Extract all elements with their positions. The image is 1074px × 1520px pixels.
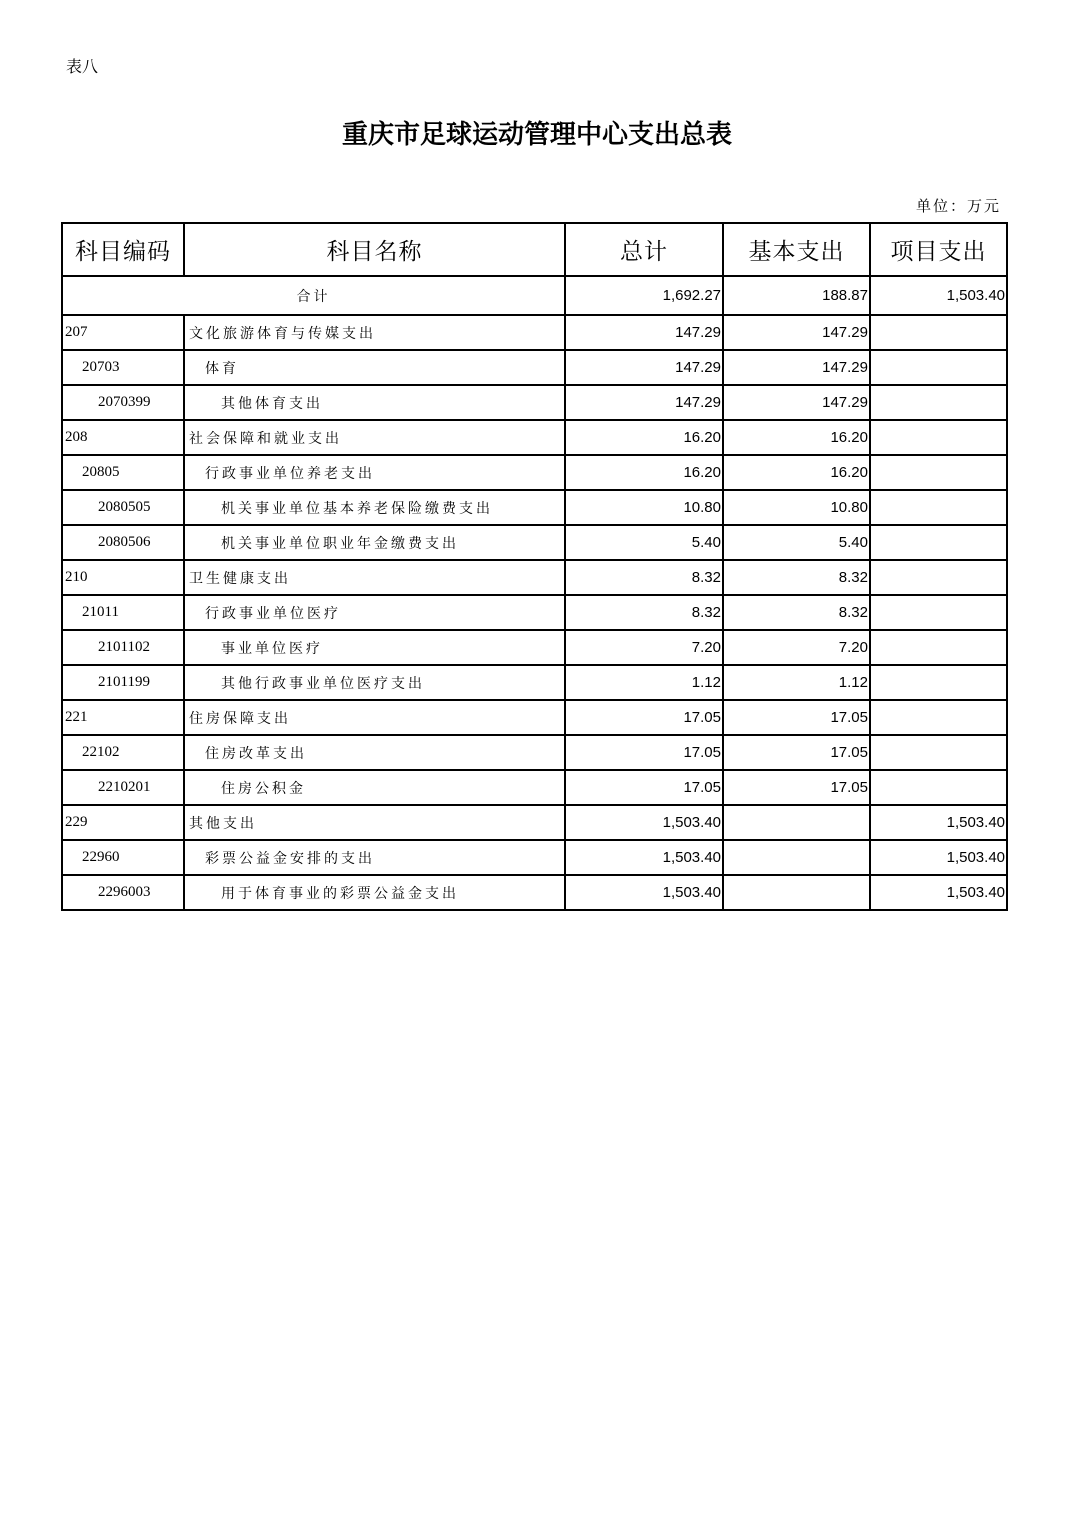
header-basic: 基本支出 xyxy=(723,223,870,276)
header-project: 项目支出 xyxy=(870,223,1007,276)
table-row xyxy=(62,770,1007,805)
table-row xyxy=(62,385,1007,420)
row-name: 卫生健康支出 xyxy=(184,560,565,595)
table-row xyxy=(62,525,1007,560)
table-row xyxy=(62,490,1007,525)
row-name: 文化旅游体育与传媒支出 xyxy=(184,315,565,350)
row-code: 20805 xyxy=(62,455,184,490)
row-name: 社会保障和就业支出 xyxy=(184,420,565,455)
header-name: 科目名称 xyxy=(184,223,565,276)
row-total: 1,503.40 xyxy=(565,805,723,840)
row-code: 22102 xyxy=(62,735,184,770)
row-name: 其他支出 xyxy=(184,805,565,840)
row-total: 10.80 xyxy=(565,490,723,525)
expenditure-table xyxy=(61,222,1008,911)
row-project xyxy=(870,630,1007,665)
row-code: 229 xyxy=(62,805,184,840)
row-total: 8.32 xyxy=(565,560,723,595)
row-project xyxy=(870,420,1007,455)
table-row xyxy=(62,560,1007,595)
table-row xyxy=(62,665,1007,700)
table-row xyxy=(62,595,1007,630)
row-total: 1,503.40 xyxy=(565,875,723,910)
row-code: 2080506 xyxy=(62,525,184,560)
row-total: 147.29 xyxy=(565,385,723,420)
summary-basic: 188.87 xyxy=(723,276,870,315)
table-number-label: 表八 xyxy=(66,57,99,76)
row-project xyxy=(870,595,1007,630)
row-project xyxy=(870,385,1007,420)
row-name: 行政事业单位养老支出 xyxy=(184,455,565,490)
row-project xyxy=(870,665,1007,700)
row-name: 用于体育事业的彩票公益金支出 xyxy=(184,875,565,910)
summary-total: 1,692.27 xyxy=(565,276,723,315)
row-basic: 10.80 xyxy=(723,490,870,525)
row-name: 其他行政事业单位医疗支出 xyxy=(184,665,565,700)
summary-label: 合计 xyxy=(62,276,565,315)
summary-row xyxy=(62,276,1007,315)
row-name: 住房保障支出 xyxy=(184,700,565,735)
summary-project: 1,503.40 xyxy=(870,276,1007,315)
row-code: 2210201 xyxy=(62,770,184,805)
row-total: 147.29 xyxy=(565,350,723,385)
row-basic xyxy=(723,840,870,875)
row-basic xyxy=(723,805,870,840)
row-name: 住房改革支出 xyxy=(184,735,565,770)
row-basic: 8.32 xyxy=(723,595,870,630)
table-row xyxy=(62,735,1007,770)
row-total: 16.20 xyxy=(565,420,723,455)
row-total: 147.29 xyxy=(565,315,723,350)
header-row xyxy=(62,223,1007,276)
row-name: 其他体育支出 xyxy=(184,385,565,420)
row-project xyxy=(870,490,1007,525)
row-total: 1,503.40 xyxy=(565,840,723,875)
row-project xyxy=(870,525,1007,560)
row-code: 210 xyxy=(62,560,184,595)
row-total: 5.40 xyxy=(565,525,723,560)
row-name: 机关事业单位基本养老保险缴费支出 xyxy=(184,490,565,525)
row-project: 1,503.40 xyxy=(870,840,1007,875)
row-basic: 147.29 xyxy=(723,315,870,350)
table-row xyxy=(62,630,1007,665)
table-row xyxy=(62,455,1007,490)
row-basic: 1.12 xyxy=(723,665,870,700)
row-project xyxy=(870,315,1007,350)
table-row xyxy=(62,315,1007,350)
table-row xyxy=(62,840,1007,875)
row-basic: 5.40 xyxy=(723,525,870,560)
row-name: 机关事业单位职业年金缴费支出 xyxy=(184,525,565,560)
row-total: 17.05 xyxy=(565,770,723,805)
row-total: 1.12 xyxy=(565,665,723,700)
row-code: 22960 xyxy=(62,840,184,875)
row-name: 住房公积金 xyxy=(184,770,565,805)
row-total: 16.20 xyxy=(565,455,723,490)
row-project: 1,503.40 xyxy=(870,805,1007,840)
unit-label: 单位：万元 xyxy=(915,197,1001,215)
row-basic: 17.05 xyxy=(723,700,870,735)
row-basic: 147.29 xyxy=(723,385,870,420)
row-basic: 7.20 xyxy=(723,630,870,665)
table-row xyxy=(62,350,1007,385)
table-row xyxy=(62,700,1007,735)
row-name: 事业单位医疗 xyxy=(184,630,565,665)
row-total: 17.05 xyxy=(565,700,723,735)
table-row xyxy=(62,805,1007,840)
row-total: 7.20 xyxy=(565,630,723,665)
row-code: 2070399 xyxy=(62,385,184,420)
row-code: 21011 xyxy=(62,595,184,630)
row-project xyxy=(870,700,1007,735)
row-project xyxy=(870,350,1007,385)
row-basic: 17.05 xyxy=(723,770,870,805)
page-title: 重庆市足球运动管理中心支出总表 xyxy=(341,120,732,150)
row-code: 20703 xyxy=(62,350,184,385)
row-project xyxy=(870,560,1007,595)
row-basic: 16.20 xyxy=(723,455,870,490)
row-code: 2080505 xyxy=(62,490,184,525)
row-basic: 8.32 xyxy=(723,560,870,595)
row-code: 2101199 xyxy=(62,665,184,700)
header-total: 总计 xyxy=(565,223,723,276)
row-code: 207 xyxy=(62,315,184,350)
table-row xyxy=(62,875,1007,910)
row-code: 208 xyxy=(62,420,184,455)
row-name: 行政事业单位医疗 xyxy=(184,595,565,630)
header-code: 科目编码 xyxy=(62,223,184,276)
row-total: 17.05 xyxy=(565,735,723,770)
row-code: 2296003 xyxy=(62,875,184,910)
row-project xyxy=(870,455,1007,490)
row-total: 8.32 xyxy=(565,595,723,630)
row-basic: 17.05 xyxy=(723,735,870,770)
row-name: 体育 xyxy=(184,350,565,385)
row-code: 2101102 xyxy=(62,630,184,665)
row-basic xyxy=(723,875,870,910)
row-project xyxy=(870,735,1007,770)
row-code: 221 xyxy=(62,700,184,735)
row-project: 1,503.40 xyxy=(870,875,1007,910)
row-basic: 16.20 xyxy=(723,420,870,455)
row-name: 彩票公益金安排的支出 xyxy=(184,840,565,875)
table-row xyxy=(62,420,1007,455)
row-project xyxy=(870,770,1007,805)
row-basic: 147.29 xyxy=(723,350,870,385)
